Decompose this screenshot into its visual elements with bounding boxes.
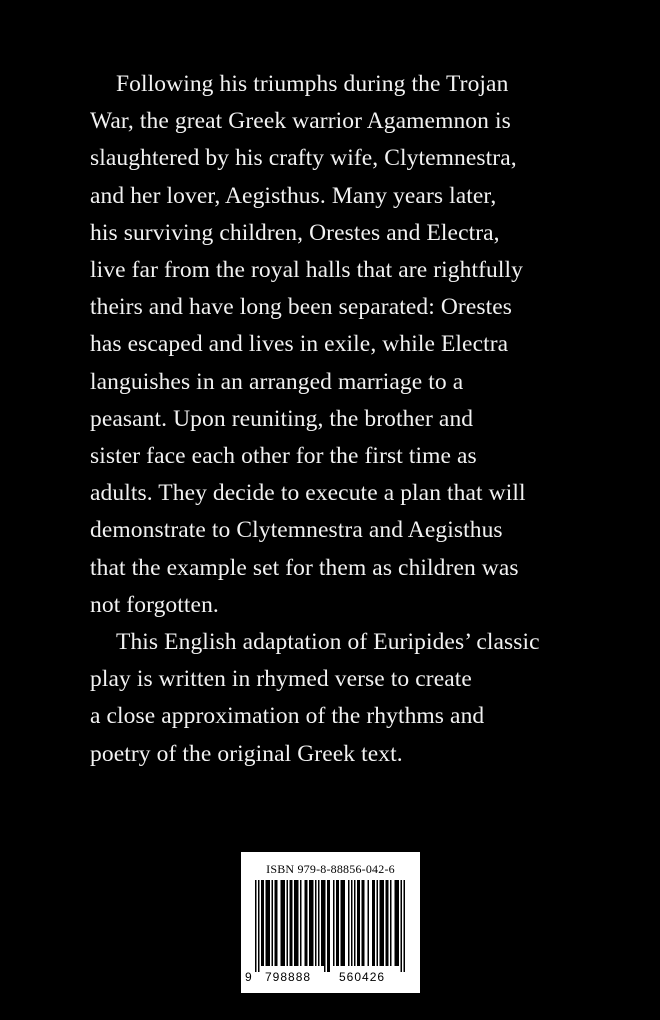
blurb-line: his surviving children, Orestes and Electra, <box>90 219 500 246</box>
barcode-bar <box>327 880 329 972</box>
blurb-line: play is written in rhymed verse to create <box>90 666 472 693</box>
blurb-line: slaughtered by his crafty wife, Clytemnestra, <box>90 145 517 172</box>
barcode-bar <box>294 880 296 966</box>
barcode-bar <box>333 880 335 966</box>
blurb-line: a close approximation of the rhythms and <box>90 703 485 730</box>
blurb-line: and her lover, Aegisthus. Many years later, <box>90 182 497 209</box>
barcode-bar <box>306 880 308 966</box>
barcode-bar <box>368 880 370 966</box>
blurb-line: poetry of the original Greek text. <box>90 740 403 767</box>
blurb-line: War, the great Greek warrior Agamemnon is <box>90 108 511 135</box>
barcode-bar <box>261 880 263 966</box>
barcode-bar <box>276 880 278 966</box>
blurb-line: live far from the royal halls that are rightfully <box>90 257 523 284</box>
blurb-line: not forgotten. <box>90 591 219 618</box>
barcode-bar <box>312 880 314 966</box>
barcode-bar <box>297 880 299 966</box>
barcode-bar <box>263 880 265 966</box>
barcode-bar <box>324 880 326 972</box>
blurb-line: This English adaptation of Euripides’ classic <box>116 629 540 656</box>
barcode-bar <box>344 880 346 966</box>
barcode-bar <box>351 880 353 966</box>
barcode-bar <box>395 880 397 966</box>
barcode-bar <box>323 880 325 966</box>
barcode-bar <box>390 880 392 966</box>
isbn-barcode <box>241 852 420 993</box>
barcode-bar <box>383 880 385 966</box>
blurb-line: Following his triumphs during the Trojan <box>116 71 509 97</box>
barcode-bar <box>381 880 383 966</box>
barcode-bar <box>275 880 277 966</box>
barcode-bar <box>363 880 365 966</box>
blurb-line: adults. They decide to execute a plan that will <box>90 480 526 507</box>
barcode-digit-group-2: 560426 <box>339 970 386 984</box>
barcode-bar <box>396 880 398 966</box>
barcode-bar <box>386 880 388 966</box>
barcode-bar <box>321 880 323 966</box>
barcode-bar <box>329 880 331 972</box>
barcode-bar <box>398 880 400 966</box>
blurb-line: sister face each other for the first time as <box>90 443 477 470</box>
barcode-bar <box>404 880 406 972</box>
barcode-bar <box>291 880 293 966</box>
barcode-bar <box>387 880 389 966</box>
barcode-bar <box>354 880 356 966</box>
barcode-bar <box>401 880 403 972</box>
barcode-bar <box>309 880 311 966</box>
barcode-bar <box>338 880 340 966</box>
blurb-line: theirs and have long been separated: Orestes <box>90 294 513 321</box>
blurb-paragraph-1 <box>90 66 590 624</box>
barcode-bar <box>281 880 283 966</box>
barcode-bar <box>372 880 374 966</box>
barcode-bar <box>272 880 274 966</box>
barcode-bar <box>267 880 269 966</box>
barcode-bar <box>315 880 317 966</box>
barcode-digit-first: 9 <box>245 970 253 984</box>
barcode-bar <box>359 880 361 966</box>
blurb-paragraph-2 <box>90 624 590 773</box>
blurb-line: peasant. Upon reuniting, the brother and <box>90 405 474 432</box>
blurb-line: that the example set for them as children was <box>90 554 519 581</box>
barcode-bar <box>311 880 313 966</box>
barcode-bar <box>342 880 344 966</box>
barcode-bar <box>305 880 307 966</box>
barcode-bar <box>336 880 338 966</box>
back-cover-blurb <box>90 66 590 773</box>
barcode-bar <box>255 880 257 972</box>
barcode-bar <box>258 880 260 972</box>
barcode-bar <box>282 880 284 966</box>
blurb-line: demonstrate to Clytemnestra and Aegisthus <box>90 517 503 544</box>
blurb-line: has escaped and lives in exile, while Electra <box>90 331 509 358</box>
barcode-bar <box>348 880 350 966</box>
barcode-bar <box>318 880 320 966</box>
barcode-bar <box>290 880 292 966</box>
barcode-bar <box>287 880 289 966</box>
blurb-line: languishes in an arranged marriage to a <box>90 368 464 395</box>
barcode-bar <box>357 880 359 966</box>
barcode-bar <box>374 880 376 966</box>
barcode-bar <box>269 880 271 966</box>
barcode-bar <box>296 880 298 966</box>
barcode-digit-group-1: 798888 <box>265 970 312 984</box>
barcode-bar <box>284 880 286 966</box>
barcode-bars <box>255 880 406 972</box>
barcode-bar <box>266 880 268 966</box>
barcode-bar <box>362 880 364 966</box>
barcode-bar <box>341 880 343 966</box>
barcode-bar <box>377 880 379 966</box>
barcode-bar <box>300 880 302 966</box>
barcode-bar <box>380 880 382 966</box>
isbn-label: ISBN 979-8-88856-042-6 <box>266 862 395 876</box>
